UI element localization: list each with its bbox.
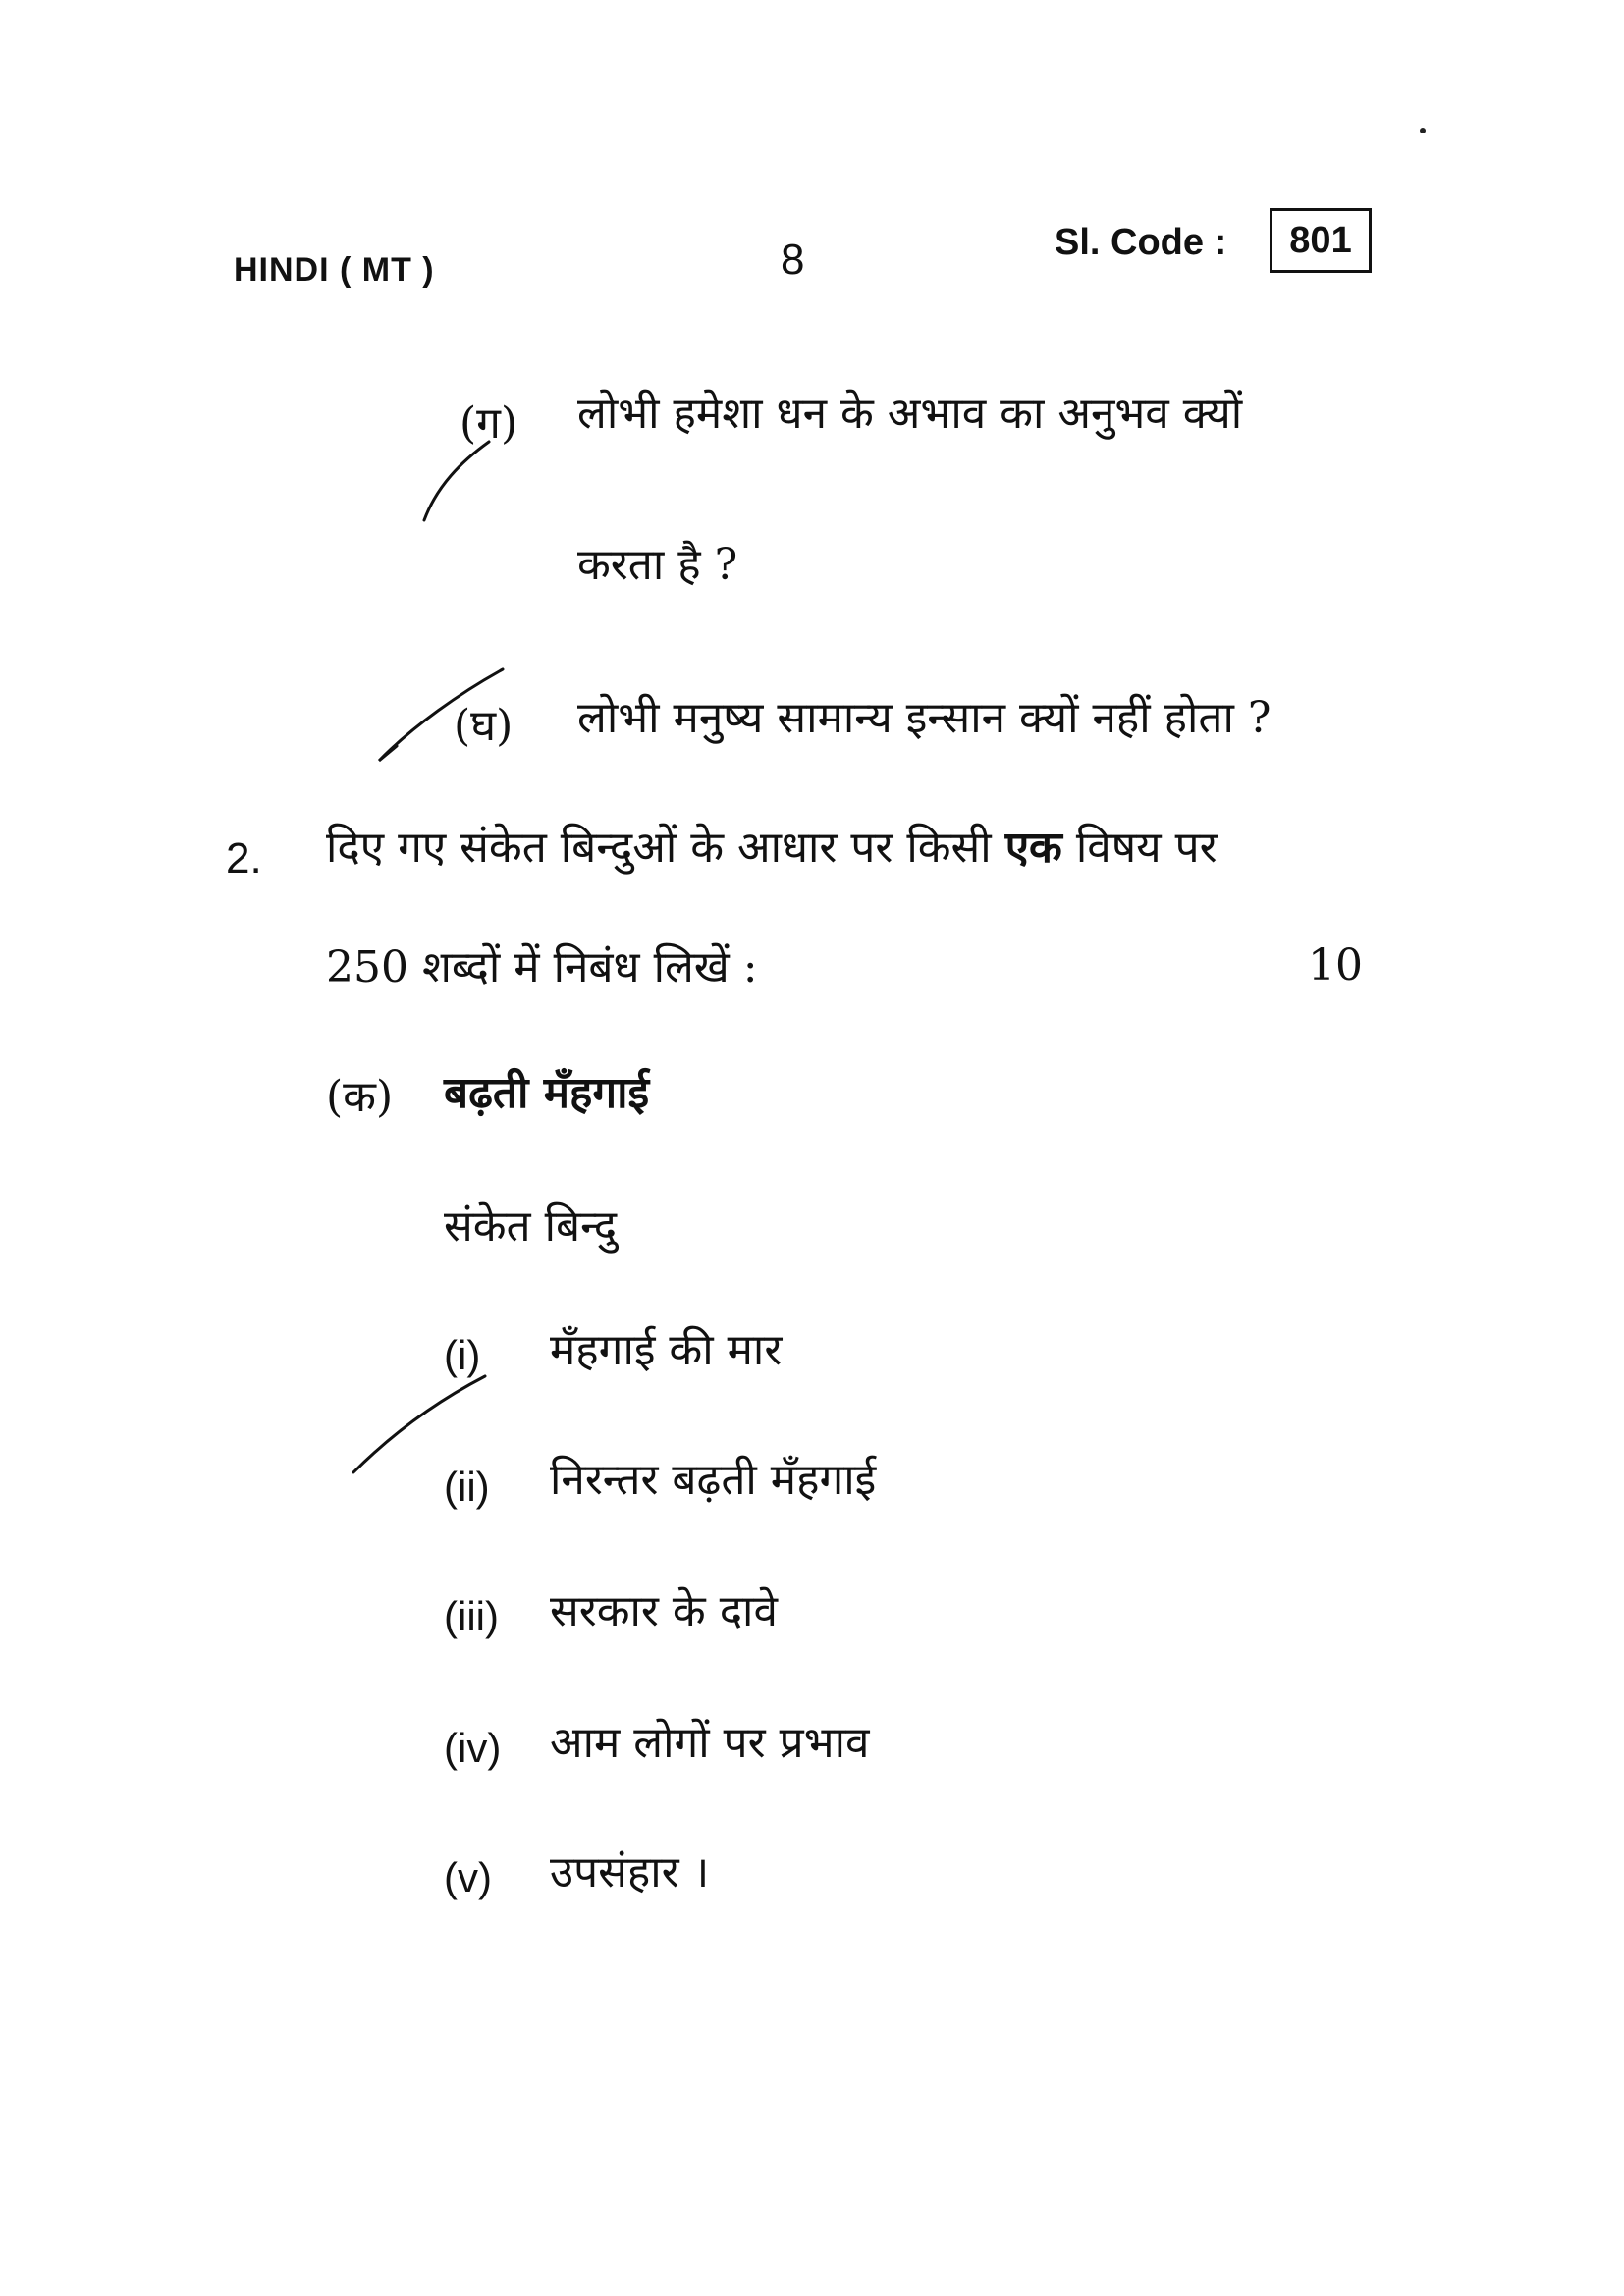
sl-code-value: 801 — [1289, 219, 1352, 261]
topic-ka-marker: (क) — [326, 1072, 394, 1122]
question-2-number: 2. — [226, 834, 262, 882]
point-ii-text: निरन्तर बढ़ती मँहगाई — [550, 1455, 877, 1505]
point-iii-marker: (iii) — [444, 1593, 499, 1639]
page-number: 8 — [781, 236, 805, 284]
point-iv-text: आम लोगों पर प्रभाव — [550, 1718, 870, 1768]
q1-part-gha-line1: लोभी मनुष्य सामान्य इन्सान क्यों नहीं होता ? — [577, 693, 1272, 743]
stray-dot — [1420, 128, 1426, 133]
q1-part-ga-marker: (ग) — [460, 399, 518, 449]
point-ii-marker: (ii) — [444, 1464, 490, 1510]
question-2-line1-post: विषय पर — [1075, 823, 1218, 873]
question-2-marks: 10 — [1308, 940, 1363, 990]
question-2-line1 — [326, 823, 1218, 873]
point-i-text: मँहगाई की मार — [550, 1325, 783, 1375]
points-heading: संकेत बिन्दु — [444, 1201, 618, 1252]
question-2-line2: 250 शब्दों में निबंध लिखें : — [326, 942, 758, 992]
subject-label: HINDI ( MT ) — [234, 251, 435, 289]
tick-mark-point-i — [353, 1376, 485, 1472]
q1-part-ga-line1: लोभी हमेशा धन के अभाव का अनुभव क्यों — [577, 389, 1243, 439]
point-i-marker: (i) — [444, 1332, 481, 1378]
point-iv-marker: (iv) — [444, 1725, 502, 1771]
sl-code-label: Sl. Code : — [1055, 222, 1227, 263]
sl-code-box — [1270, 208, 1372, 273]
point-iii-text: सरकार के दावे — [550, 1586, 778, 1636]
tick-mark-ga — [424, 442, 489, 520]
question-2-line1-bold: एक — [1004, 823, 1062, 873]
point-v-text: उपसंहार । — [550, 1847, 710, 1897]
q1-part-ga-line2: करता है ? — [577, 540, 738, 590]
q1-part-gha-marker: (घ) — [454, 701, 514, 751]
topic-ka-title: बढ़ती मँहगाई — [444, 1068, 650, 1118]
question-2-line1-pre: दिए गए संकेत बिन्दुओं के आधार पर किसी — [326, 823, 992, 873]
point-v-marker: (v) — [444, 1854, 492, 1900]
